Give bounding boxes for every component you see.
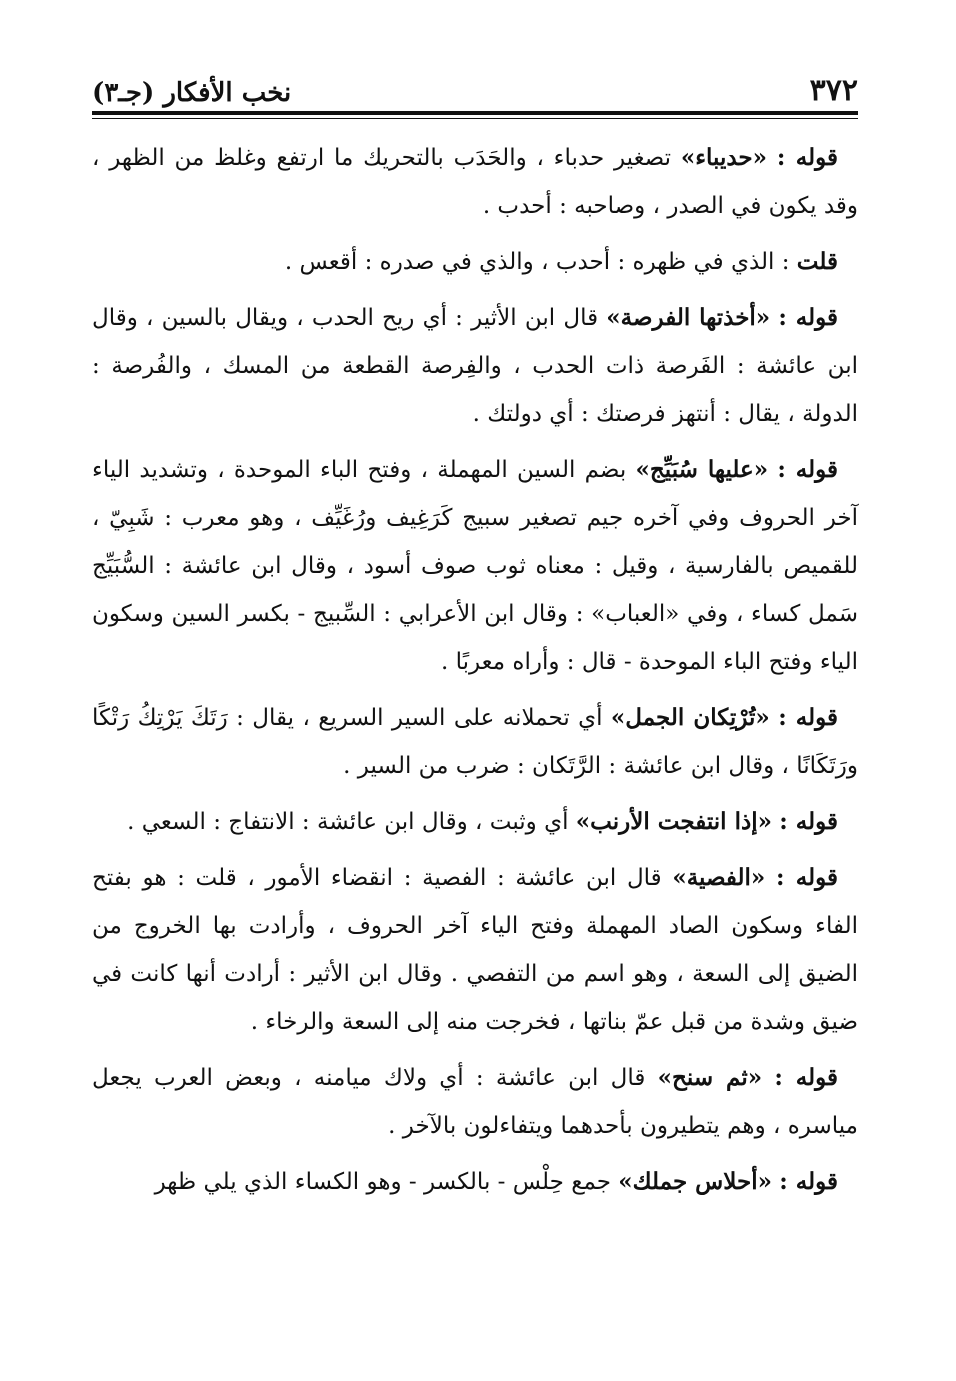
paragraph-lead: قلت: [796, 248, 838, 275]
paragraph-lead: قوله :: [777, 456, 839, 483]
paragraph-term: «إذا انتفجت الأرنب»: [575, 808, 772, 835]
paragraph-alfasiyya: [92, 854, 858, 1046]
page-header: [92, 62, 858, 106]
paragraph-sanaha: [92, 1054, 858, 1150]
paragraph-term: «حديباء»: [680, 144, 768, 171]
paragraph-text: قال ابن عائشة : أي ولاك ميامنه ، وبعض العرب يجعل مياسره ، وهم يتطيرون بأحدهما ويتفاءلون بالآخر .: [92, 1065, 858, 1139]
paragraph-lead: قوله :: [778, 704, 838, 731]
paragraph-lead: قوله :: [778, 304, 838, 331]
paragraph-lead: قوله :: [779, 1168, 838, 1195]
header-rule-thin: [92, 118, 858, 119]
paragraph-term: «الفصية»: [672, 864, 766, 891]
paragraph-qultu: [92, 238, 858, 286]
paragraph-text: جمع حِلْس - بالكسر - وهو الكساء الذي يلي ظهر: [154, 1169, 619, 1195]
paragraph-ahlas: [92, 1158, 858, 1206]
paragraph-text: تصغير حدباء ، والحَدَب بالتحريك ما ارتفع وغلظ من الظهر ، وقد يكون في الصدر ، وصاحبه : أحدب .: [92, 145, 858, 219]
header-rule-thick: [92, 111, 858, 115]
paragraph-term: «أحلاس جملك»: [618, 1168, 772, 1195]
page-body: [92, 134, 858, 1214]
paragraph-term: «أخذتها الفرصة»: [606, 304, 771, 331]
paragraph-term: «عليها سُبَيِّج»: [635, 456, 769, 483]
paragraph-text: أي تحملانه على السير السريع ، يقال : رَتَكَ يَرْتِكُ رَتْكًا ورَتَكَانًا ، وقال ابن عائشة : الرَّتَكان : ضرب من السير .: [92, 705, 858, 779]
paragraph-term: «ثم سنح»: [657, 1064, 763, 1091]
book-title: نخب الأفكار (جـ٣): [92, 78, 292, 108]
paragraph-hudaybaa: [92, 134, 858, 230]
paragraph-lead: قوله :: [775, 864, 839, 891]
paragraph-lead: قوله :: [776, 144, 838, 171]
page-number: ٣٧٢: [809, 73, 858, 108]
paragraph-subayyij: [92, 446, 858, 686]
paragraph-text: بضم السين المهملة ، وفتح الباء الموحدة ، وتشديد الياء آخر الحروف وفي آخره جيم تصغير سبيج كَرَغِيف ورُغَيِّف ، وهو معرب : شَبِيّ ، للقميص بالفارسية ، وقيل : معناه ثوب صوف أسود ، وقال ابن عائشة : السُّبَيِّج سَمل كساء ، وفي «العباب» : وقال ابن الأعرابي : السِّبيج - بكسر السين وسكون الياء وفتح الباء الموحدة - قال : وأراه معربًا .: [92, 457, 858, 675]
paragraph-text: أي وثبت ، وقال ابن عائشة : الانتفاج : السعي .: [127, 809, 576, 835]
paragraph-intafajat: [92, 798, 858, 846]
paragraph-alfursa: [92, 294, 858, 438]
paragraph-text: : الذي في ظهره : أحدب ، والذي في صدره : أقعس .: [284, 249, 797, 275]
paragraph-lead: قوله :: [779, 808, 838, 835]
paragraph-text: قال ابن الأثير : أي ريح الحدب ، ويقال بالسين ، وقال ابن عائشة : الفَرصة ذات الحدب ، والفِرصة القطعة من المسك ، والفُرصة : الدولة ، يقال : أنتهز فرصتك : أي دولتك .: [92, 305, 858, 427]
paragraph-text: قال ابن عائشة : الفصية : انقضاء الأمور ، قلت : هو بفتح الفاء وسكون الصاد المهملة وفتح الياء آخر الحروف ، وأرادت بها الخروج من الضيق إلى السعة ، وهو اسم من التفصي . وقال ابن الأثير : أرادت أنها كانت في ضيق وشدة من قبل عمّ بناتها ، فخرجت منه إلى السعة والرخاء .: [92, 865, 858, 1035]
paragraph-term: «تُرْتِكان الجمل»: [610, 704, 770, 731]
paragraph-lead: قوله :: [774, 1064, 839, 1091]
paragraph-tartikan: [92, 694, 858, 790]
